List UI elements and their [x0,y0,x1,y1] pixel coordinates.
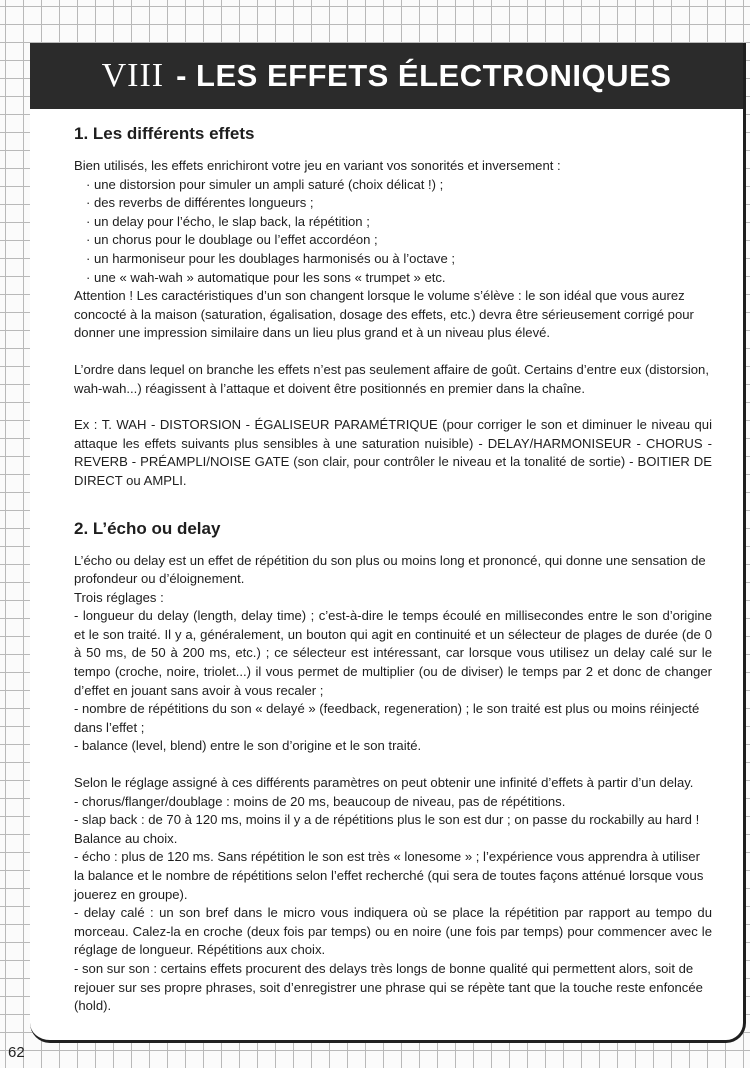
list-item: · une « wah-wah » automatique pour les sons « trumpet » etc. [86,269,446,285]
delay-effect-item: - son sur son : certains effets procurent des delays très longs de bonne qualité qui permettent alors, soit de rejouer sur ses propre phrases, soit d’enregistrer une phrase qui se répète tant que la touche reste enfoncée (hold). [74,960,703,1014]
delay-effect-item: - chorus/flanger/doublage : moins de 20 ms, beaucoup de niveau, pas de répétitions. [74,793,566,809]
content-card [30,43,746,1043]
page-number: 62 [8,1044,25,1061]
chapter-number: VIII [101,57,165,94]
order-paragraph: L’ordre dans lequel on branche les effets n’est pas seulement affaire de goût. Certains d’entre eux (distorsion, wah-wah...) réagissent à l’attaque et doivent être positionnés en premier dans la chaîne. [74,361,709,396]
list-item: · une distorsion pour simuler un ampli saturé (choix délicat !) ; [86,176,444,192]
setting-item: - nombre de répétitions du son « delayé » (feedback, regeneration) ; le son traité est plus ou moins réinjecté dans l’effet ; [74,701,700,735]
setting-item: - balance (level, blend) entre le son d’origine et le son traité. [74,738,422,754]
delay-effect-item: - écho : plus de 120 ms. Sans répétition le son est très « lonesome » ; l’expérience vous apprendra à utiliser la balance et le nombre de répétitions selon l’effet recherché (qui sera de toutes façons atténué lorsque vous jouerez en groupe). [74,849,704,902]
effects-bullet-list [74,176,712,288]
section-heading-delay: 2. L’écho ou delay [74,518,221,538]
effects-from-delay-intro: Selon le réglage assigné à ces différents paramètres on peut obtenir une infinité d’effets à partir d’un delay. [74,775,694,791]
attention-paragraph: Attention ! Les caractéristiques d’un son changent lorsque le volume s’élève : le son idéal que vous aurez concocté à la maison (saturation, égalisation, dosage des effets, etc.) devra être sérieusement corrigé pour donner une impression similaire dans un lieu plus grand et à un niveau plus élevé. [74,288,694,341]
delay-intro: L’écho ou delay est un effet de répétition du son plus ou moins long et prononcé, qui donne une sensation de profondeur ou d’éloignement. [74,552,706,587]
section-heading-effects: 1. Les différents effets [74,124,255,143]
delay-effect-item: - slap back : de 70 à 120 ms, moins il y a de répétitions plus le son est dur ; on passe du rockabilly au hard ! Balance au choix. [74,812,700,846]
list-item: · un harmoniseur pour les doublages harmonisés ou à l’octave ; [86,250,456,266]
page-content [74,123,712,1016]
list-item: · un chorus pour le doublage ou l’effet accordéon ; [86,232,378,248]
settings-title: Trois réglages : [74,589,164,605]
list-item: · des reverbs de différentes longueurs ; [86,195,314,211]
chapter-title: - LES EFFETS ÉLECTRONIQUES [176,58,672,93]
chapter-title-bar [30,43,743,109]
list-item: · un delay pour l’écho, le slap back, la répétition ; [86,213,370,229]
setting-item: - longueur du delay (length, delay time) ; c’est-à-dire le temps écoulé en millisecondes entre le son d’origine et le son traité. Il y a, généralement, un bouton qui agit en continuité et un sélecteur de plages de durée (de 0 à 50 ms, de 50 à 200 ms, etc.) ; ce sélecteur est intéressant, car lorsque vous utilisez un delay calé sur le tempo (croche, noire, triolet...) il vous permet de multiplier (ou de diviser) le temps par 2 et donc de changer d’effet en jouant sans avoir à vous recaler ; [74,608,712,698]
example-chain-paragraph: Ex : T. WAH - DISTORSION - ÉGALISEUR PARAMÉTRIQUE (pour corriger le son et diminuer le niveau qui attaque les effets suivants plus sensibles à une saturation nuisible) - DELAY/HARMONISEUR - CHORUS - REVERB - PRÉAMPLI/NOISE GATE (son clair, pour contrôler le niveau et la tonalité de sortie) - BOITIER DE DIRECT ou AMPLI. [74,417,712,488]
effects-intro: Bien utilisés, les effets enrichiront votre jeu en variant vos sonorités et inversement : [74,158,561,173]
delay-effect-item: - delay calé : un son bref dans le micro vous indiquera où se place la répétition par rapport au tempo du morceau. Calez-la en croche (deux fois par temps) ou en noire (une fois par temps) pour commencer avec le réglage de longueur. Répétitions aux choix. [74,905,712,958]
